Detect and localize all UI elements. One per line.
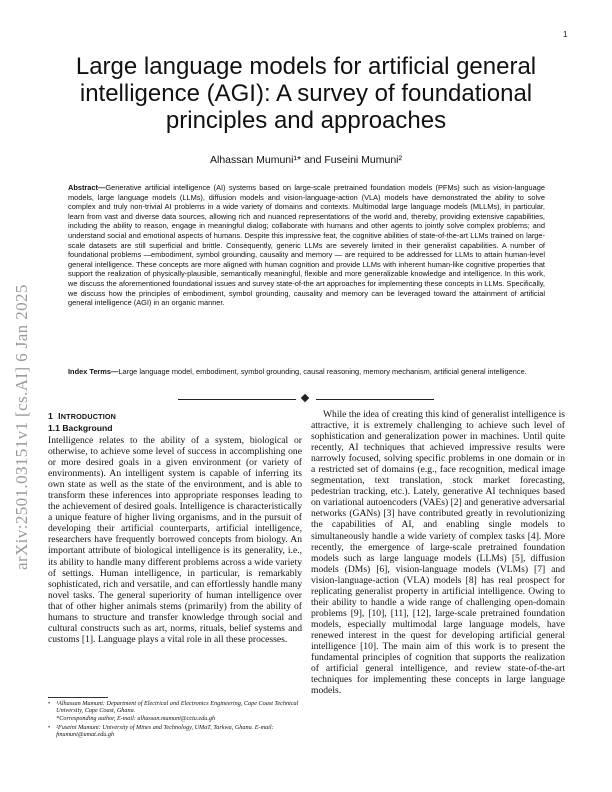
section-heading (48, 411, 302, 421)
index-terms-text: Large language model, embodiment, symbol grounding, causal reasoning, memory mechanism, artificial general intelligence. (118, 367, 527, 376)
abstract-label: Abstract— (68, 183, 106, 192)
diamond-icon (301, 394, 309, 402)
section-title-rest: NTRODUCTION (60, 412, 117, 421)
footnote-line: *Corresponding author, E-mail: alhassan.mumuni@cctu.edu.gh (56, 714, 216, 722)
divider-line-right (316, 399, 434, 400)
author-list: Alhassan Mumuni¹* and Fuseini Mumuni² (210, 154, 402, 166)
left-column (48, 411, 302, 645)
section-divider (178, 394, 434, 404)
body-paragraph-right: While the idea of creating this kind of generalist intelligence is attractive, it is extremely challenging to achieve such level of sophistication and generalization power in machines. Until quite recently, AI techniques that achieved impressive results were narrowly focused, solving specific problems in one domain or in a restricted set of domains (e.g., face recognition, medical image segmentation, text translation, stock market forecasting, pedestrian tracking, etc.). Lately, generative AI techniques based on variational autoencoders (VAEs) [2] and generative adversarial networks (GANs) [3] have contributed greatly in revolutionizing the capabilities of AI, and enabling single models to simultaneously handle a wide variety of complex tasks [4]. More recently, the emergence of large-scale pretrained foundation models such as large language models (LLMs) [5], diffusion models (DMs) [6], vision-language models (VLMs) [7] and vision-language-action (VLA) models [8] has real prospect for replicating generalist property in artificial intelligence. Owing to their ability to handle a wide range of challenging open-domain problems [9], [10], [11], [12], large-scale pretrained foundation models, especially multimodal large language models, have renewed interest in the quest for developing artificial general intelligence [10]. The main aim of this work is to present the fundamental principles of cognition that supports the realization of artificial general intelligence, and review state-of-the-art techniques for implementing these concepts in large language models. (311, 409, 565, 697)
footnote-line: ²Fuseini Mumuni: University of Mines and Technology, UMaT, Tarkwa, Ghana. E-mail: fmumuni@umat.edu.gh (56, 723, 274, 739)
divider-line-left (178, 399, 296, 400)
footnote-item (48, 700, 302, 722)
page-number: 1 (563, 30, 568, 39)
section-number: 1 (48, 411, 53, 421)
abstract-text: Generative artificial intelligence (AI) systems based on large-scale pretrained foundation models (PFMs) such as vision-language models, large language models (LLMs), diffusion models and vision-language-action (VLA) models have demonstrated the ability to solve complex and truly non-trivial AI problems in a wide variety of domains and contexts. Multimodal large language models (MLLMs), in particular, learn from vast and diverse data sources, allowing rich and nuanced representations of the world and, thereby, providing extensive capabilities, including the ability to reason, engage in meaningful dialog; collaborate with humans and other agents to jointly solve complex problems; and understand social and emotional aspects of humans. Despite this impressive feat, the cognitive abilities of state-of-the-art LLMs trained on large-scale datasets are still superficial and brittle. Consequently, generic LLMs are severely limited in their generalist capabilities. A number of foundational problems —embodiment, symbol grounding, causality and memory — are required to be addressed for LLMs to attain human-level general intelligence. These concepts are more aligned with human cognition and provide LLMs with inherent human-like cognitive properties that support the realization of physically-plausible, semantically meaningful, flexible and more generalizable knowledge and intelligence. In this work, we discuss the aforementioned foundational issues and survey state-of-the art approaches for implementing these concepts in LLMs. Specifically, we discuss how the principles of embodiment, symbol grounding, causality and memory can be leveraged toward the attainment of artificial general intelligence (AGI) in an organic manner. (68, 183, 545, 308)
index-terms-label: Index Terms— (68, 367, 119, 376)
footnote-item (48, 724, 302, 739)
footnote-line: ¹Alhassan Mumuni: Department of Electrical and Electronics Engineering, Cape Coast Technical University, Cape Coast, Ghana. (56, 700, 299, 715)
body-paragraph-left: Intelligence relates to the ability of a system, biological or otherwise, to achieve some level of success in accomplishing one or more desired goals in a given environment (or variety of environments). An intelligent system is capable of inferring its own state as well as the state of the environment, and is able to transform these inferences into appropriate responses leading to the achievement of desired goals. Intelligence is characteristically a unique feature of higher living organisms, and in the pursuit of developing their artificial counterparts, artificial intelligence, researchers have frequently borrowed concepts from biology. An important attribute of biological intelligence is its generality, i.e., its ability to handle many different problems across a wide variety of settings. Human intelligence, in particular, is remarkably sophisticated, rich and versatile, and can effortlessly handle many novel tasks. The general superiority of human intelligence over that of other higher animals stems (primarily) from the ability of humans to structure and transfer knowledge through social and cultural constructs such as art, norms, rituals, belief systems and customs [1]. Language plays a vital role in all these processes. (48, 435, 302, 645)
section-title-initial: I (58, 411, 61, 421)
right-column (311, 409, 565, 696)
footnote-bullet: • (48, 723, 51, 731)
footnote-rule (48, 697, 108, 698)
arxiv-identifier-watermark: arXiv:2501.03151v1 [cs.AI] 6 Jan 2025 (12, 284, 31, 570)
footnotes (48, 700, 302, 740)
footnote-bullet: • (48, 700, 51, 707)
paper-title: Large language models for artificial general intelligence (AGI): A survey of foundational principles and approaches (75, 53, 537, 134)
subsection-heading: 1.1 Background (48, 423, 113, 433)
abstract (68, 183, 545, 308)
index-terms (68, 367, 545, 377)
